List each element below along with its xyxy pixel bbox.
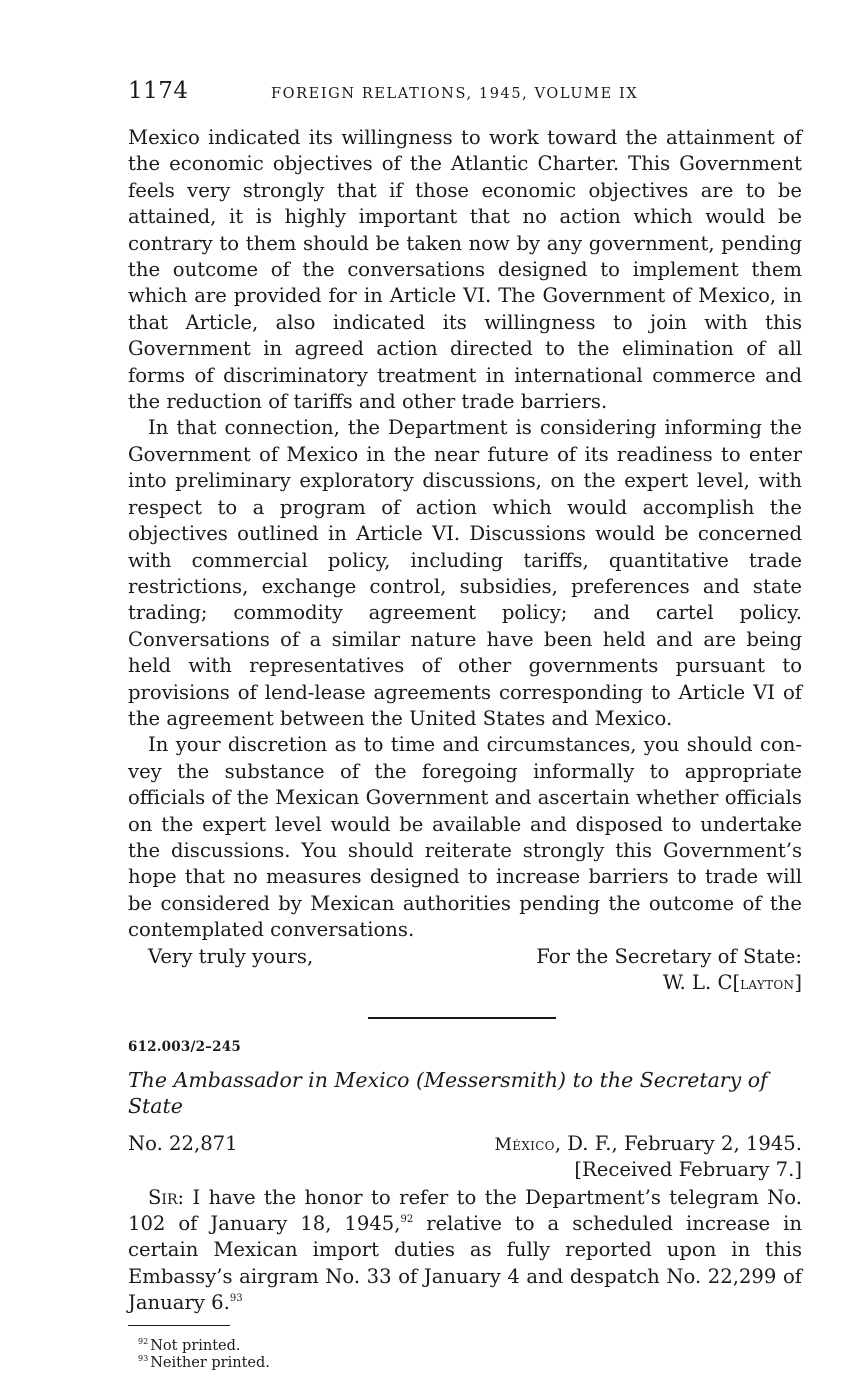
valediction: Very truly yours, — [148, 944, 314, 968]
footnote-93 — [138, 1355, 802, 1372]
running-title: FOREIGN RELATIONS, 1945, VOLUME IX — [271, 86, 639, 102]
footnote-mark: 92 — [138, 1337, 149, 1347]
section-divider — [368, 1017, 556, 1019]
despatch-text-2: relative to a scheduled increase in certain Mexican import duties as fully reported upon in this Embassy’s airgram No. 33 of January 4 and despatch No. 22,299 of January 6. — [128, 1212, 802, 1315]
dateline — [128, 1131, 802, 1185]
footnotes — [128, 1338, 802, 1372]
place: México — [494, 1134, 555, 1155]
footnote-92 — [138, 1338, 802, 1355]
page-number: 1174 — [128, 78, 189, 104]
footnote-divider — [128, 1325, 230, 1327]
document-number: No. 22,871 — [128, 1131, 238, 1155]
despatch-text-1: : I have the honor to refer to the Department’s telegram No. 102 of January 18, 1945, — [128, 1185, 802, 1235]
file-number: 612.003/2–245 — [128, 1038, 241, 1055]
letter-closing — [128, 944, 802, 997]
signature-smallcaps: layton — [740, 973, 795, 994]
despatch-paragraph — [128, 1185, 802, 1317]
letter-paragraph-2: In that connection, the Department is considering informing the Government of Mexico in the near future of its readiness to enter into preliminary exploratory discussions, on the expert level, with respect to a program of action which would accomplish the objectives outlined in Article VI. Discussions would be concerned with commercial policy, including tariffs, quantitative trade restrictions, exchange control, subsidies, preferences and state trading; commodity agreement policy; and cartel policy. Conversations of a similar nature have been held and are being held with representatives of other governments pursuant to provisions of lend-lease agreements corresponding to Article VI of the agreement between the United States and Mexico. — [128, 416, 802, 730]
place-date — [495, 1131, 802, 1158]
signature-initials: W. L. C[ — [662, 970, 741, 994]
letter-paragraph-3: In your discretion as to time and circumstances, you should convey the substance of the foregoing informally to appropriate officials of the Mexican Government and ascertain whether officials on the expert level would be available and disposed to undertake the discussions. You should reiterate strongly this Government’s hope that no measures designed to increase barriers to trade will be considered by Mexican authorities pending the outcome of the contemplated conversations. — [128, 733, 802, 942]
signature-name — [663, 970, 802, 997]
document-title: The Ambassador in Mexico (Messersmith) to the Secretary of State — [128, 1067, 768, 1118]
received-date: [Received February 7.] — [574, 1157, 802, 1181]
running-head — [128, 78, 802, 108]
footnote-ref-92: 92 — [400, 1214, 414, 1225]
footnote-ref-93: 93 — [229, 1293, 243, 1305]
signature-close: ] — [794, 970, 802, 994]
salutation: Sir — [148, 1185, 178, 1209]
footnote-text: Not printed. — [150, 1338, 241, 1355]
footnote-mark: 93 — [138, 1354, 149, 1364]
signature-for: For the Secretary of State: — [536, 944, 802, 968]
footnote-text: Neither printed. — [150, 1355, 270, 1372]
date: , D. F., February 2, 1945. — [554, 1131, 802, 1155]
letter-paragraph-1: Mexico indicated its willingness to work toward the attainment of the economic objectives of the Atlantic Charter. This Government feels very strongly that if those economic objectives are to be attained, it is highly important that no action which would be contrary to them should be taken now by any government, pending the outcome of the conversations designed to implement them which are provided for in Article VI. The Government of Mexico, in that Article, also indicated its willingness to join with this Government in agreed action directed to the elimination of all forms of discriminatory treatment in international commerce and the reduction of tariffs and other trade barriers. — [128, 126, 802, 414]
document-page — [128, 78, 802, 1372]
